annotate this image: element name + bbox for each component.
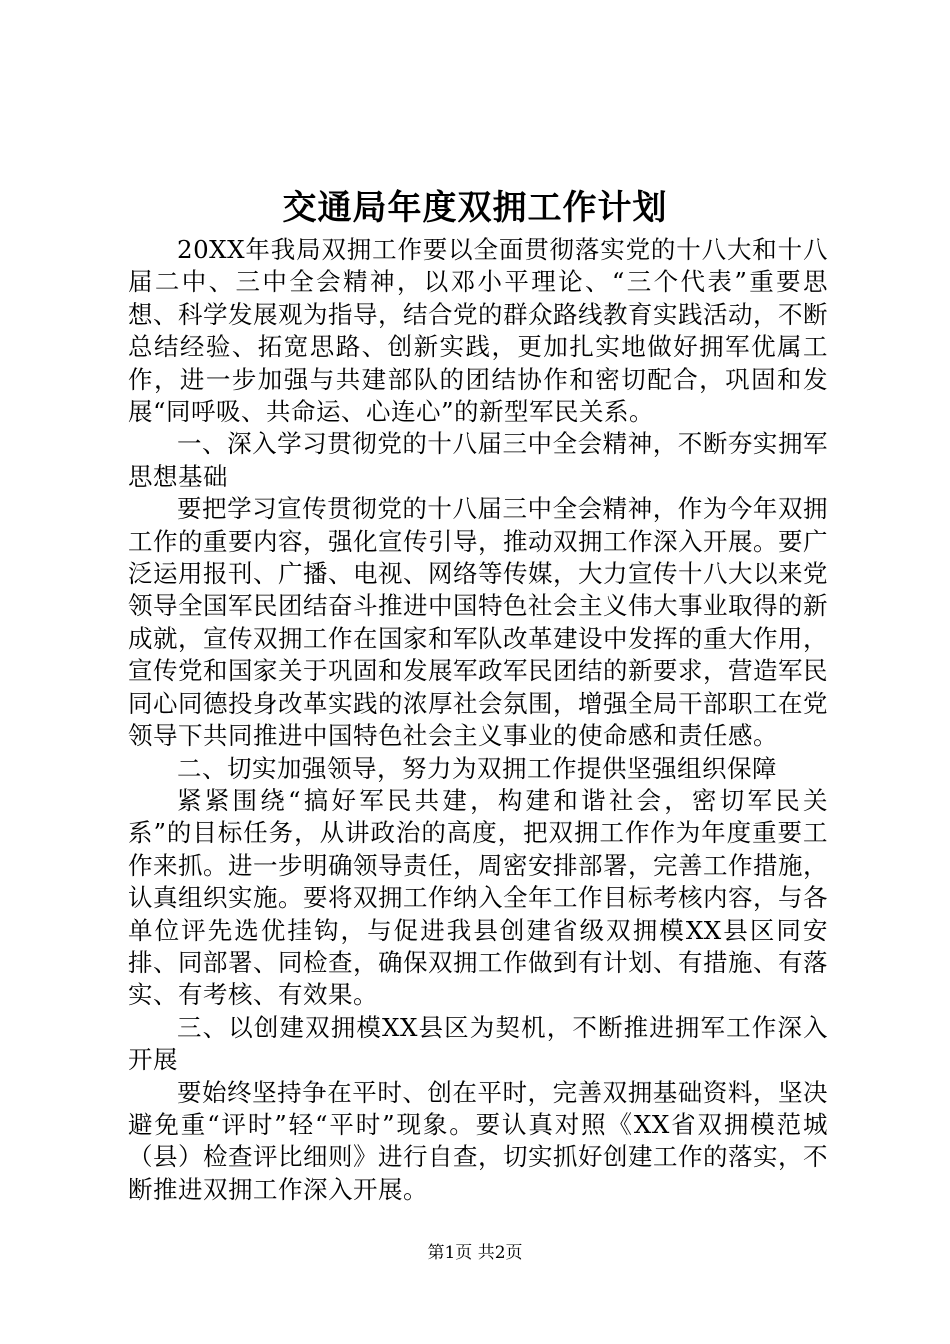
section-heading-1: 一、深入学习贯彻党的十八届三中全会精神，不断夯实拥军思想基础: [128, 429, 828, 491]
document-body: [128, 234, 828, 1206]
section-heading-3: 三、以创建双拥模XX县区为契机，不断推进拥军工作深入开展: [128, 1012, 828, 1075]
page-footer: 第1页 共2页: [427, 1243, 523, 1263]
section-body-3: 要始终坚持争在平时、创在平时，完善双拥基础资料，坚决避免重“评时”轻“平时”现象。要认真对照《XX省双拥模范城（县）检查评比细则》进行自查，切实抓好创建工作的落实，不断推进双拥工作深入开展。: [128, 1077, 828, 1204]
section-body-2: 紧紧围绕“搞好军民共建，构建和谐社会，密切军民关系”的目标任务，从讲政治的高度，把双拥工作作为年度重要工作来抓。进一步明确领导责任，周密安排部署，完善工作措施，认真组织实施。要将双拥工作纳入全年工作目标考核内容，与各单位评先选优挂钩，与促进我县创建省级双拥模XX县区同安排、同部署、同检查，确保双拥工作做到有计划、有措施、有落实、有考核、有效果。: [128, 785, 828, 1010]
section-body-1: 要把学习宣传贯彻党的十八届三中全会精神，作为今年双拥工作的重要内容，强化宣传引导，推动双拥工作深入开展。要广泛运用报刊、广播、电视、网络等传媒，大力宣传十八大以来党领导全国军民团结奋斗推进中国特色社会主义伟大事业取得的新成就，宣传双拥工作在国家和军队改革建设中发挥的重大作用，宣传党和国家关于巩固和发展军政军民团结的新要求，营造军民同心同德投身改革实践的浓厚社会氛围，增强全局干部职工在党领导下共同推进中国特色社会主义事业的使命感和责任感。: [128, 494, 828, 751]
intro-paragraph: 20XX年我局双拥工作要以全面贯彻落实党的十八大和十八届二中、三中全会精神，以邓小平理论、“三个代表”重要思想、科学发展观为指导，结合党的群众路线教育实践活动，不断总结经验、拓宽思路、创新实践，更加扎实地做好拥军优属工作，进一步加强与共建部队的团结协作和密切配合，巩固和发展“同呼吸、共命运、心连心”的新型军民关系。: [128, 235, 828, 427]
section-heading-2: 二、切实加强领导，努力为双拥工作提供坚强组织保障: [177, 753, 777, 783]
document-title: 交通局年度双拥工作计划: [282, 188, 668, 228]
